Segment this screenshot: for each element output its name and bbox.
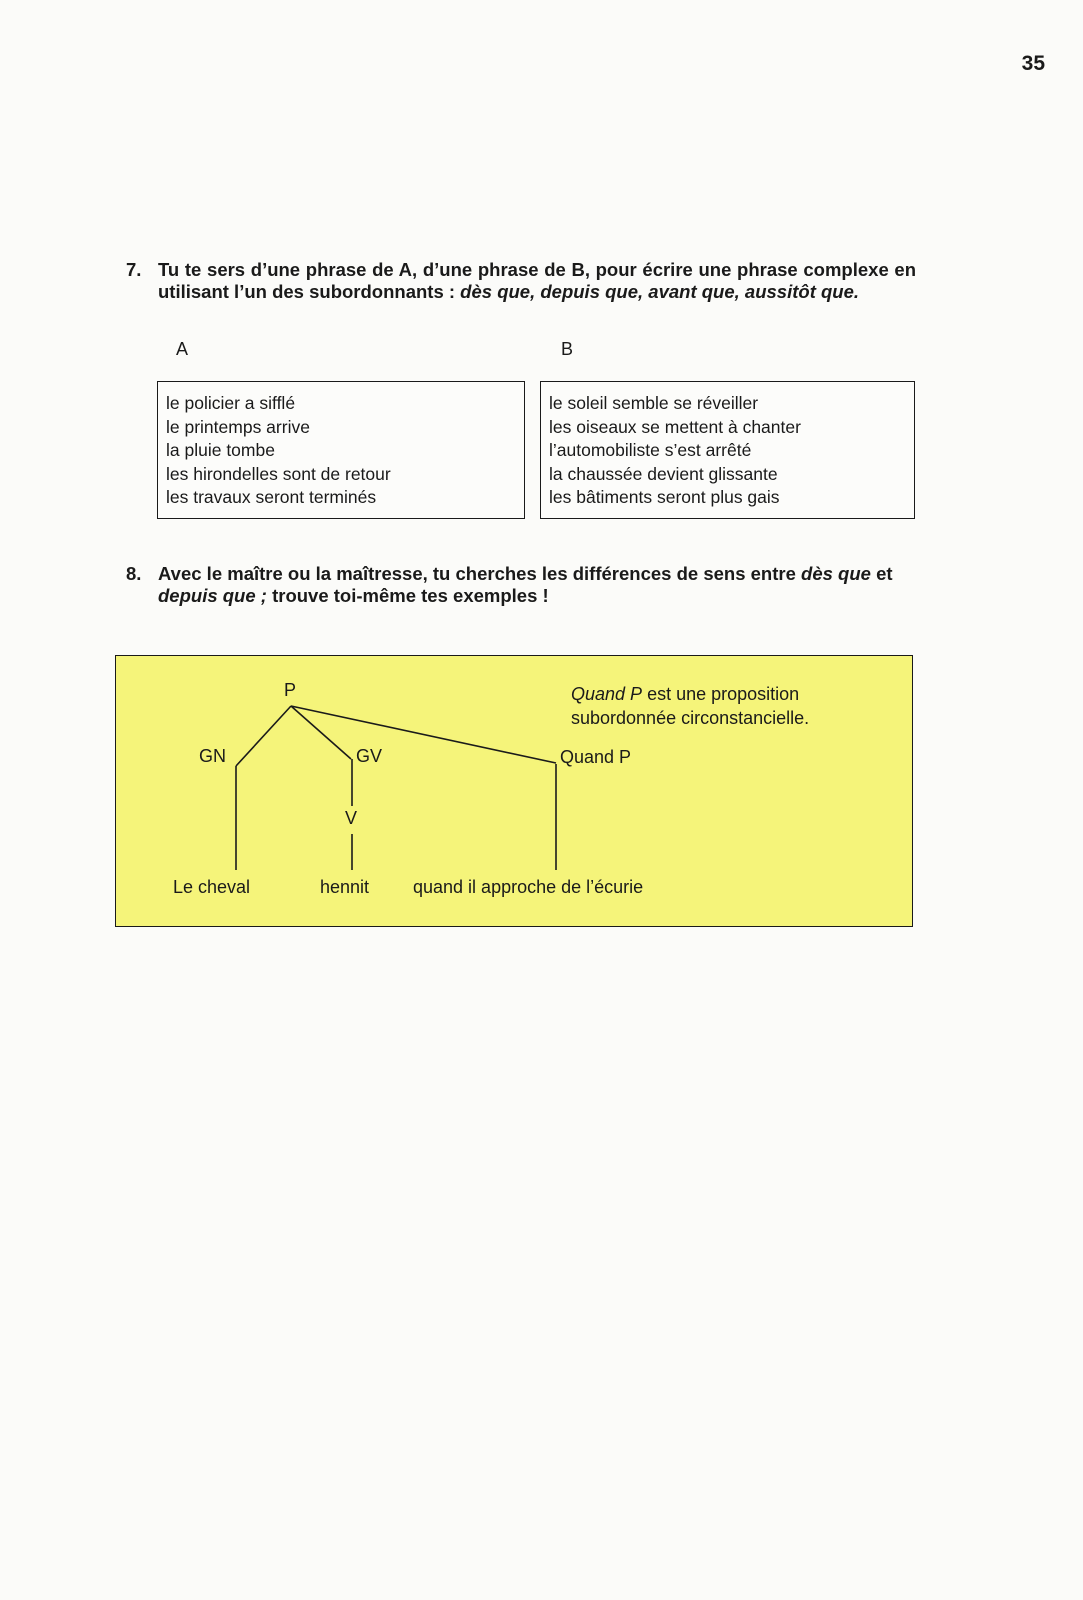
word-subject: Le cheval [173, 877, 251, 897]
list-item: le policier a sifflé [166, 393, 296, 413]
note-italic: Quand P [571, 684, 643, 704]
list-item: les travaux seront terminés [166, 487, 377, 507]
phrase-box-a [157, 381, 525, 519]
phrase-box-b [540, 381, 915, 519]
subordinators-list: dès que, depuis que, avant que, aussitôt que. [460, 281, 860, 302]
branch-p-quand [291, 706, 556, 763]
list-item: l’automobiliste s’est arrêté [549, 440, 752, 460]
instruction-text: Tu te sers d’une phrase de A, d’une phrase de B, pour écrire une phrase complexe en utilisant l’un des subordonnants : [158, 259, 916, 302]
instruction-italic: dès que [801, 563, 871, 584]
instruction-text: trouve toi-même tes exemples ! [266, 585, 549, 606]
exercise-7 [126, 259, 916, 303]
node-gv: GV [356, 746, 383, 766]
list-item: le printemps arrive [166, 416, 310, 437]
page-number: 35 [1021, 52, 1045, 75]
list-item: la pluie tombe [166, 440, 275, 460]
exercise-number: 7. [126, 259, 142, 280]
list-item: la chaussée devient glissante [549, 463, 778, 484]
instruction-text: Avec le maître ou la maîtresse, tu cherches les différences de sens entre [158, 563, 802, 584]
branch-p-gn [236, 706, 291, 766]
word-verb: hennit [320, 877, 370, 897]
exercise-8 [126, 563, 916, 607]
column-a-label: A [176, 339, 189, 359]
exercise-instruction [158, 563, 916, 607]
word-clause: quand il approche de l’écurie [413, 877, 644, 897]
node-gn: GN [199, 746, 226, 766]
node-quand-p: Quand P [560, 747, 632, 767]
instruction-text: et [870, 563, 893, 584]
note-text: subordonnée circonstancielle. [571, 708, 810, 728]
instruction-italic: depuis que ; [158, 585, 267, 606]
list-item: les oiseaux se mettent à chanter [549, 416, 801, 437]
branch-p-gv [291, 706, 351, 759]
node-p: P [284, 680, 297, 700]
column-b-label: B [561, 339, 574, 359]
list-item: les hirondelles sont de retour [166, 463, 391, 484]
diagram-note [571, 682, 809, 730]
exercise-number: 8. [126, 563, 142, 584]
note-text: est une proposition [642, 684, 800, 704]
list-item: le soleil semble se réveiller [549, 393, 759, 413]
syntax-tree-diagram [115, 655, 913, 927]
exercise-instruction [158, 259, 916, 303]
node-v: V [345, 808, 358, 828]
list-item: les bâtiments seront plus gais [549, 487, 780, 507]
